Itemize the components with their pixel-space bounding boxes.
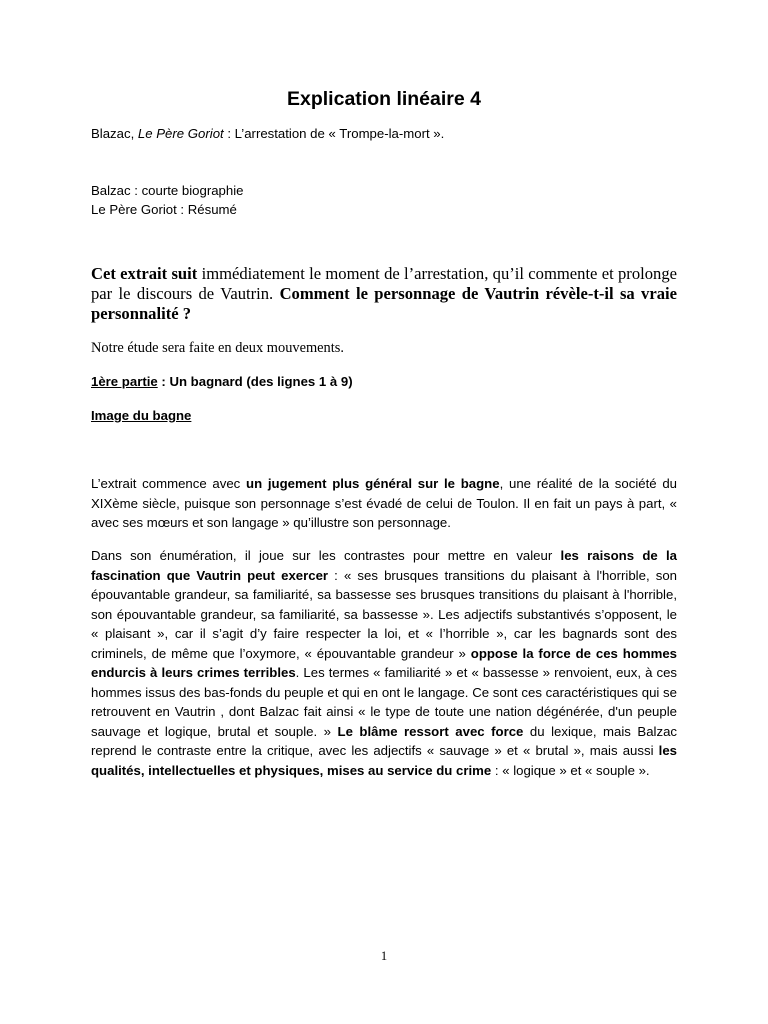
p2-bold-3: Le blâme ressort avec force [337, 723, 524, 739]
section-heading: Image du bagne [91, 408, 192, 423]
p2-text-1: Dans son énumération, il joue sur les contrastes pour mettre en valeur [91, 548, 561, 563]
paragraph-2 [91, 546, 677, 780]
link-summary[interactable]: Le Père Goriot : Résumé [91, 202, 237, 217]
link-biography[interactable]: Balzac : courte biographie [91, 183, 244, 198]
subtitle-author: Blazac, [91, 126, 138, 141]
p2-bold-1: les raisons de la fascination que Vautrin peut exercer [91, 548, 677, 583]
p2-text-5: : « logique » et « souple ». [491, 762, 650, 778]
p2-bold-2: oppose la force de ces hommes endurcis à leurs crimes terribles [91, 645, 677, 680]
page-title: Explication linéaire 4 [287, 88, 481, 110]
part-label: 1ère partie [91, 374, 158, 389]
subtitle [91, 125, 444, 143]
part-heading [91, 373, 353, 391]
p1-text-1: L’extrait commence avec [91, 476, 247, 491]
p2-text-3: . Les termes « familiarité » et « bassesse » renvoient, eux, à ces hommes issus des bas-fonds du peuple et qui en ont le langage. Ce sont ces caractéristiques qui se retrouvent en Vautrin , dont Balzac fait ainsi « le type de toute une nation dégénérée, d'un peuple sauvage et logique, brutal et souple. » [91, 665, 677, 739]
intro-bold-1: Cet extrait suit [91, 264, 198, 283]
p2-text-4: du lexique, mais Balzac reprend le contraste entre la critique, avec les adjectifs « sauvage » et « brutal », mais aussi [91, 723, 677, 758]
page-number: 1 [380, 949, 388, 963]
paragraph-1 [91, 474, 677, 533]
intro-question: Comment le personnage de Vautrin révèle-t-il sa vraie personnalité ? [91, 284, 677, 323]
subtitle-work: Le Père Goriot [137, 126, 224, 141]
intro-paragraph [91, 264, 677, 324]
plan-sentence: Notre étude sera faite en deux mouvements. [91, 340, 344, 356]
p1-bold-1: un jugement plus général sur le bagne [246, 476, 500, 491]
p1-text-2: , une réalité de la société du XIXème siècle, puisque son personnage s’est évadé de celui de Toulon. Il en fait un pays à part, « avec ses mœurs et son langage » qu’illustre son personnage. [91, 476, 677, 530]
p2-text-2: : « ses brusques transitions du plaisant à l'horrible, son épouvantable grandeur, sa familiarité, sa bassesse ses brusques transitions du plaisant à l'horrible, son épouvantable grandeur, sa familiarité, sa bassesse ». Les adjectifs substantivés s’opposent, le « plaisant », car il s’agit d’y faire respecter la loi, et « l’horrible », car les bagnards sont des criminels, de même que l’oxymore, « épouvantable grandeur » [91, 567, 678, 661]
subtitle-rest: : L’arrestation de « Trompe-la-mort ». [223, 126, 445, 141]
p2-bold-4: les qualités, intellectuelles et physiques, mises au service du crime [91, 743, 677, 778]
part-rest: : Un bagnard (des lignes 1 à 9) [157, 374, 353, 389]
intro-text-1: immédiatement le moment de l’arrestation, qu’il commente et prolonge par le discours de Vautrin. [91, 264, 677, 303]
